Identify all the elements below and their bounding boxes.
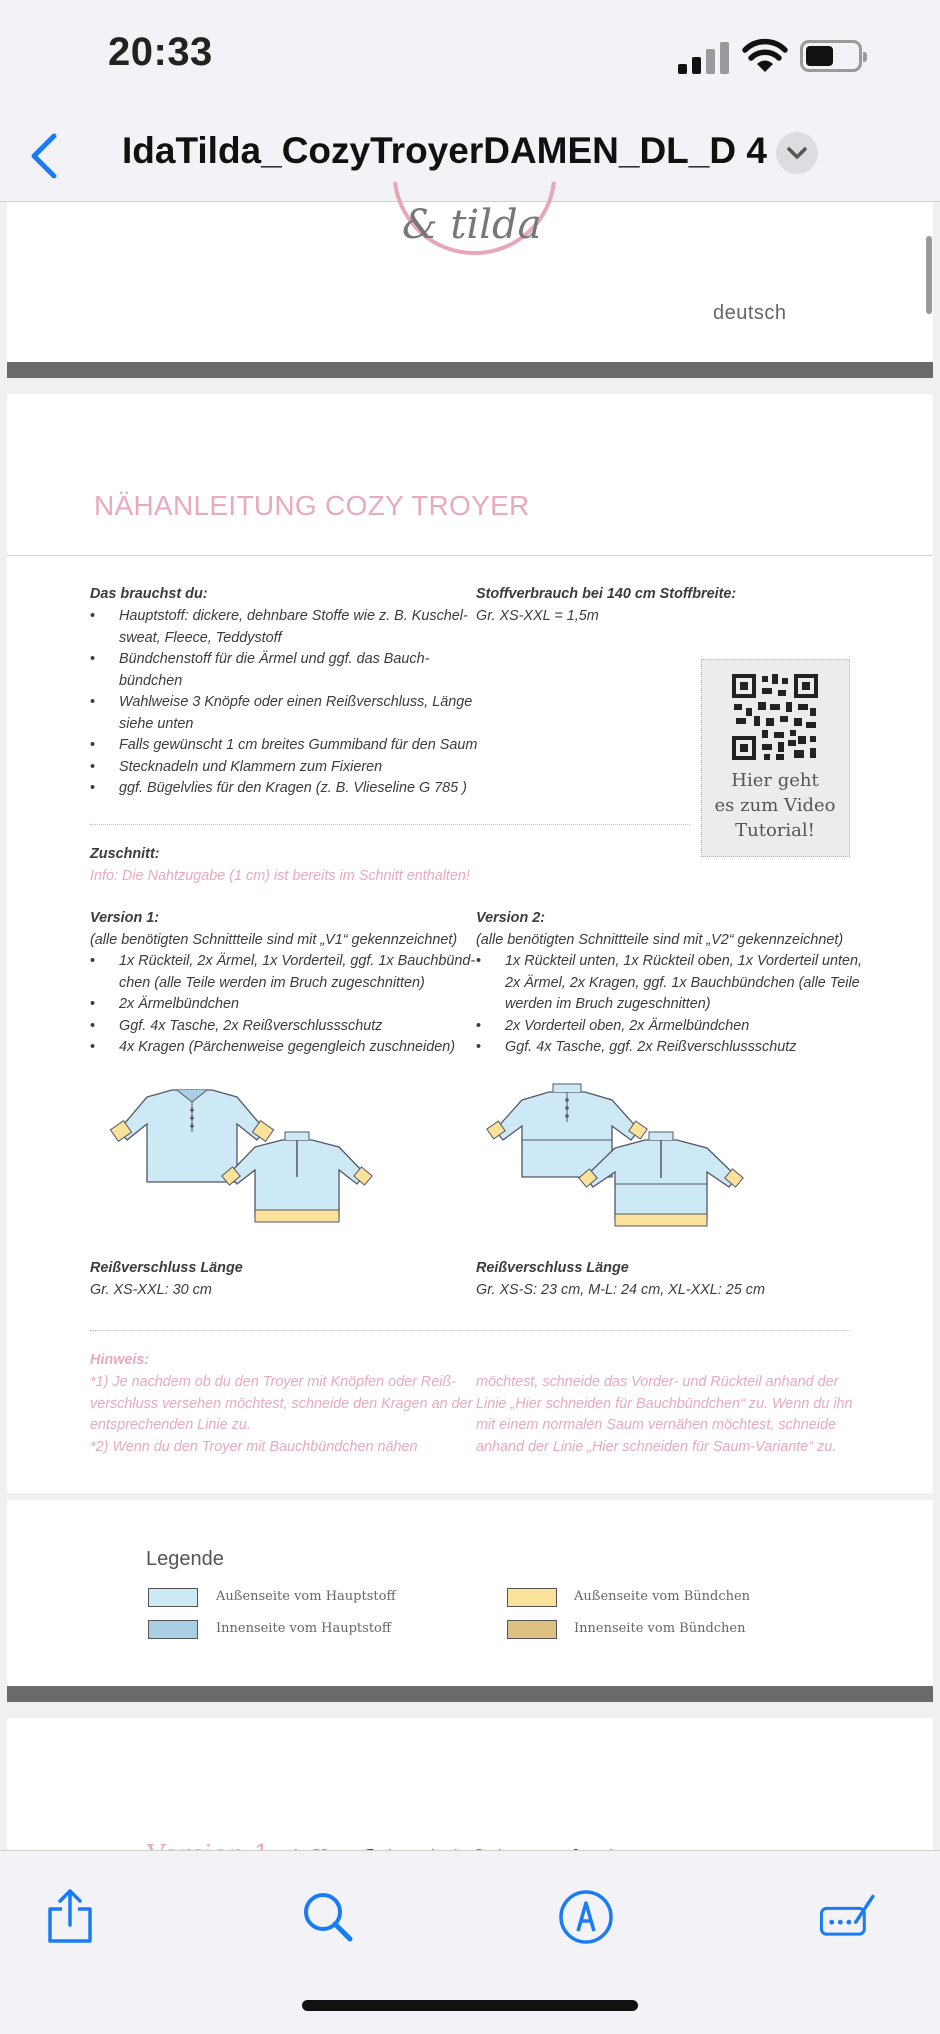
legend-swatch <box>148 1620 198 1639</box>
list-item-line: bündchen <box>119 672 183 689</box>
hint-line: *2) Wenn du den Troyer mit Bauchbündchen nähen <box>90 1438 418 1455</box>
list-item <box>90 1016 480 1038</box>
needs-list <box>90 606 490 800</box>
version2-title: Version 2: <box>476 910 546 926</box>
version1-list <box>90 951 480 1059</box>
hint-right <box>476 1372 853 1458</box>
hint-line: *1) Je nachdem ob du den Troyer mit Knöpfen oder Reiß- <box>90 1374 457 1390</box>
list-item-line: 2x Ärmel, 2x Kragen, ggf. 1x Bauchbündchen (alle Teile <box>505 974 860 991</box>
needs-title: Das brauchst du: <box>90 586 208 602</box>
version1-illustration <box>107 1082 377 1232</box>
cutting-info: Info: Die Nahtzugabe (1 cm) ist bereits im Schnitt enthalten! <box>90 868 470 884</box>
page-separator <box>7 1686 933 1702</box>
list-item-line: chen (alle Teile werden im Bruch zugeschnitten) <box>119 974 425 991</box>
dropdown-chevron-icon <box>776 132 818 174</box>
list-item <box>476 951 876 1016</box>
version1-zip-value: Gr. XS-XXL: 30 cm <box>90 1282 212 1298</box>
list-item-line: sweat, Fleece, Teddystoff <box>119 629 282 646</box>
title-menu-button[interactable] <box>776 132 818 174</box>
divider <box>90 1330 850 1331</box>
fabric-title: Stoffverbrauch bei 140 cm Stoffbreite: <box>476 586 737 602</box>
list-item <box>90 994 480 1016</box>
list-item-line: • Ggf. 4x Tasche, ggf. 2x Reißverschlussschutz <box>505 1039 797 1055</box>
divider <box>90 824 690 825</box>
version2-zip-value: Gr. XS-S: 23 cm, M-L: 24 cm, XL-XXL: 25 cm <box>476 1282 765 1298</box>
list-item-line: • ggf. Bügelvlies für den Kragen (z. B. Vlieseline G 785 ) <box>119 780 467 796</box>
version2-illustration <box>487 1082 757 1232</box>
list-item <box>90 757 490 779</box>
list-item-line: • Stecknadeln und Klammern zum Fixieren <box>119 758 383 775</box>
version2-zip-title: Reißverschluss Länge <box>476 1260 629 1276</box>
qr-caption-line: Tutorial! <box>735 820 815 841</box>
fabric-value: Gr. XS-XXL = 1,5m <box>476 608 599 624</box>
cellular-signal-icon <box>678 40 730 74</box>
list-item <box>90 649 490 692</box>
list-item-line: werden im Bruch zugeschnitten) <box>505 996 711 1012</box>
list-item-line: • Ggf. 4x Tasche, 2x Reißverschlussschutz <box>119 1017 383 1034</box>
hint-line: mit einem normalen Saum vernähen möchtest, schneide <box>476 1417 836 1433</box>
qr-code-icon <box>732 674 818 760</box>
edit-icon[interactable] <box>818 1887 878 1947</box>
legend-swatch <box>507 1588 557 1607</box>
back-chevron-icon[interactable] <box>24 128 64 184</box>
qr-caption <box>702 768 848 843</box>
page-separator <box>7 362 933 378</box>
list-item-line: • Falls gewünscht 1 cm breites Gummiband für den Saum <box>119 737 478 753</box>
list-item <box>90 606 490 649</box>
cutting-title: Zuschnitt: <box>90 846 160 862</box>
list-item <box>476 1016 876 1038</box>
list-item <box>90 951 480 994</box>
list-item <box>90 692 490 735</box>
list-item <box>90 778 490 800</box>
language-label: deutsch <box>713 302 787 324</box>
list-item-line: • 1x Rückteil, 2x Ärmel, 1x Vorderteil, ggf. 1x Bauchbünd- <box>119 953 476 969</box>
legend-label: Innenseite vom Bündchen <box>574 1621 746 1636</box>
version1-note: (alle benötigten Schnittteile sind mit „V1“ gekennzeichnet) <box>90 932 458 948</box>
legend-label: Innenseite vom Hauptstoff <box>216 1621 392 1636</box>
logo-text: & tilda <box>402 202 542 248</box>
list-item <box>90 1037 480 1059</box>
heading-rule <box>7 555 933 556</box>
list-item-line: • Wahlweise 3 Knöpfe oder einen Reißverschluss, Länge <box>119 694 473 710</box>
legend-label: Außenseite vom Bündchen <box>574 1589 751 1604</box>
pdf-viewport[interactable] <box>0 202 940 1850</box>
document-title: IdaTilda_CozyTroyerDAMEN_DL_D 4 <box>122 130 767 171</box>
qr-caption-line: es zum Video <box>714 795 836 816</box>
list-item-line: siehe unten <box>119 715 194 732</box>
page-heading: NÄHANLEITUNG COZY TROYER <box>94 490 530 521</box>
home-indicator[interactable] <box>302 2000 638 2011</box>
legend-swatch <box>507 1620 557 1639</box>
legend-label: Außenseite vom Hauptstoff <box>216 1589 396 1604</box>
version2-list <box>476 951 876 1059</box>
pdf-page-cover <box>7 202 933 362</box>
list-item-line: • 2x Vorderteil oben, 2x Ärmelbündchen <box>505 1017 750 1034</box>
version1-title: Version 1: <box>90 910 160 926</box>
search-icon[interactable] <box>298 1887 358 1947</box>
wifi-icon <box>742 38 788 74</box>
list-item-line: • Hauptstoff: dickere, dehnbare Stoffe wie z. B. Kuschel- <box>119 608 468 624</box>
status-time: 20:33 <box>108 30 213 74</box>
list-item <box>476 1037 876 1059</box>
list-item-line: • 2x Ärmelbündchen <box>119 996 239 1012</box>
version2-note: (alle benötigten Schnittteile sind mit „V2“ gekennzeichnet) <box>476 932 844 948</box>
scroll-indicator[interactable] <box>926 236 932 314</box>
legend-swatch <box>148 1588 198 1607</box>
pdf-page-instructions <box>7 394 933 1493</box>
hint-line: entsprechenden Linie zu. <box>90 1417 251 1433</box>
markup-icon[interactable] <box>556 1887 616 1947</box>
battery-icon <box>800 40 862 72</box>
list-item <box>90 735 490 757</box>
share-icon[interactable] <box>40 1887 100 1947</box>
list-item-line: • 4x Kragen (Pärchenweise gegengleich zuschneiden) <box>119 1039 455 1055</box>
list-item-line: • 1x Rückteil unten, 1x Rückteil oben, 1x Vorderteil unten, <box>505 953 863 969</box>
video-tutorial-qr[interactable] <box>701 659 850 857</box>
legend-title: Legende <box>146 1548 224 1570</box>
pdf-page-legend <box>7 1500 933 1686</box>
hint-line: Linie „Hier schneiden für Bauchbündchen“ zu. Wenn du ihn <box>476 1395 853 1412</box>
hint-line: verschluss versehen möchtest, schneide den Kragen an der <box>90 1395 473 1412</box>
qr-caption-line: Hier geht <box>731 770 819 791</box>
hint-title: Hinweis: <box>90 1352 150 1368</box>
hint-left <box>90 1372 472 1458</box>
hint-line: anhand der Linie „Hier schneiden für Saum-Variante“ zu. <box>476 1438 837 1455</box>
hint-line: möchtest, schneide das Vorder- und Rückteil anhand der <box>476 1374 839 1390</box>
status-bar <box>0 0 940 110</box>
version1-zip-title: Reißverschluss Länge <box>90 1260 243 1276</box>
list-item-line: • Bündchenstoff für die Ärmel und ggf. das Bauch- <box>119 651 430 667</box>
